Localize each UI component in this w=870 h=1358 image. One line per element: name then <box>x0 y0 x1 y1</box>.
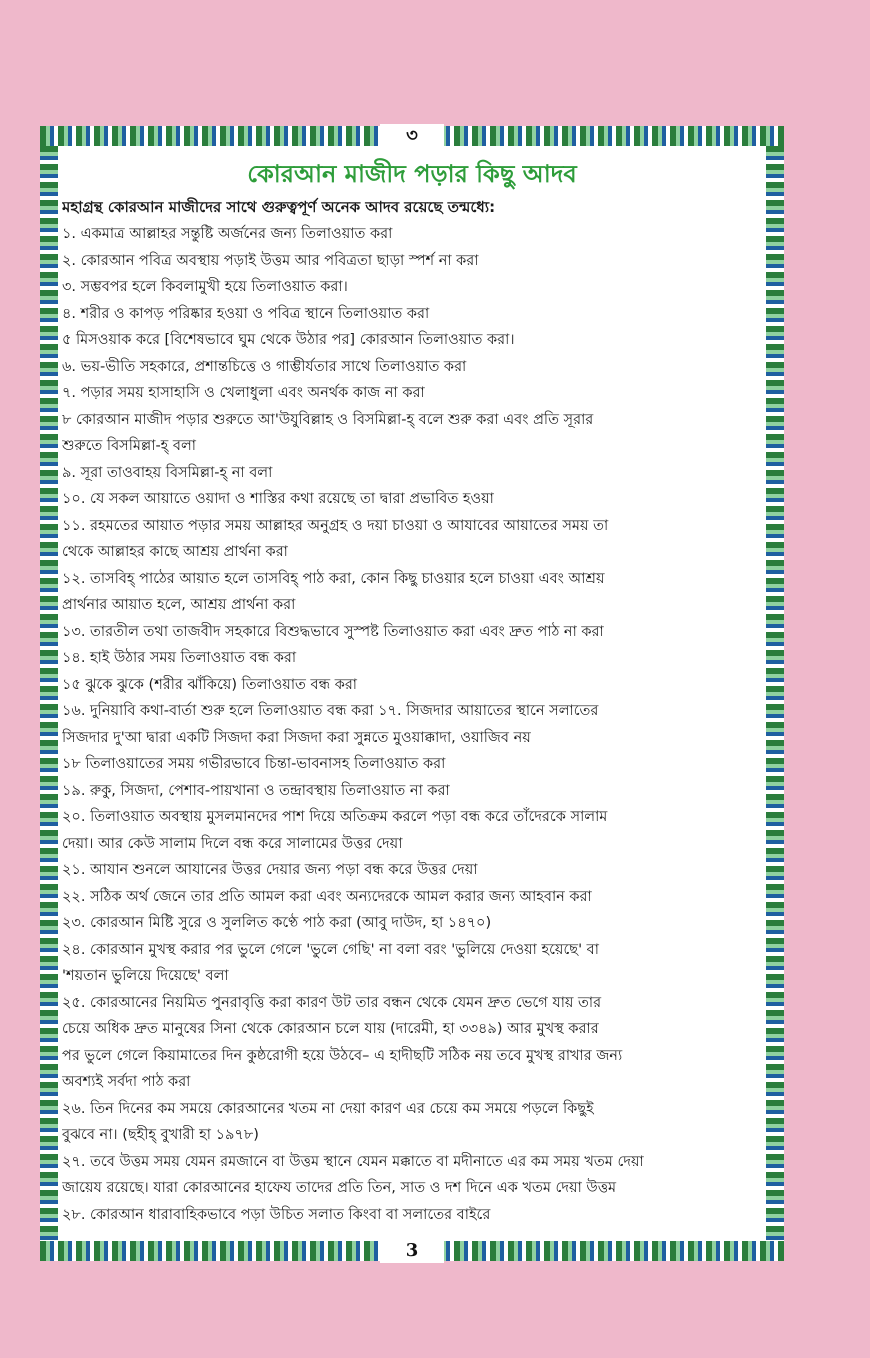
adab-line: ৪. শরীর ও কাপড় পরিষ্কার হওয়া ও পবিত্র স্থানে তিলাওয়াত করা <box>62 305 430 322</box>
adab-line: ১১. রহমতের আয়াত পড়ার সময় আল্লাহর অনুগ্রহ ও দয়া চাওয়া ও আযাবের আয়াতের সময় তা <box>62 517 609 534</box>
page-content <box>62 156 762 1228</box>
adab-line: সিজদার দু'আ দ্বারা একটি সিজদা করা সিজদা করা সুন্নতে মুওয়াক্কাদা, ওয়াজিব নয় <box>62 729 531 746</box>
adab-line: ৯. সূরা তাওবাহয় বিসমিল্লা-হ্ না বলা <box>62 464 273 481</box>
page-number-bengali: ৩ <box>380 124 444 148</box>
adab-line: ৩. সম্ভবপর হলে কিবলামুখী হয়ে তিলাওয়াত করা। <box>62 279 348 295</box>
adab-line: ২৪. কোরআন মুখস্থ করার পর ভুলে গেলে 'ভুলে গেছি' না বলা বরং 'ভুলিয়ে দেওয়া হয়েছে' বা <box>62 941 599 958</box>
adab-line: ১২. তাসবিহ্ পাঠের আয়াত হলে তাসবিহ্ পাঠ করা, কোন কিছু চাওয়ার হলে চাওয়া এবং আশ্রয় <box>62 570 605 587</box>
adab-line: 'শয়তান ভুলিয়ে দিয়েছে' বলা <box>62 968 229 984</box>
adab-line: চেয়ে অধিক দ্রুত মানুষের সিনা থেকে কোরআন চলে যায় (দারেমী, হা ৩৩৪৯) আর মুখস্থ করার <box>62 1021 599 1037</box>
page-title: কোরআন মাজীদ পড়ার কিছু আদব <box>247 160 577 188</box>
intro-text: মহাগ্রন্থ কোরআন মাজীদের সাথে গুরুত্বপূর্ণ অনেক আদব রয়েছে তন্মধ্যে: <box>62 198 496 216</box>
adab-line: ২২. সঠিক অর্থ জেনে তার প্রতি আমল করা এবং অন্যদেরকে আমল করার জন্য আহবান করা <box>62 888 592 905</box>
adab-line: ১৯. রুকু, সিজদা, পেশাব-পায়খানা ও তন্দ্রাবস্থায় তিলাওয়াত না করা <box>62 782 450 799</box>
adab-line: প্রার্থনার আয়াত হলে, আশ্রয় প্রার্থনা করা <box>62 597 296 613</box>
adab-line: ১৩. তারতীল তথা তাজবীদ সহকারে বিশুদ্ধভাবে সুস্পষ্ট তিলাওয়াত করা এবং দ্রুত পাঠ না করা <box>62 623 604 640</box>
adab-line: ২৩. কোরআন মিষ্টি সুরে ও সুললিত কণ্ঠে পাঠ করা (আবু দাউদ, হা ১৪৭০) <box>62 915 492 931</box>
adab-line: দেয়া। আর কেউ সালাম দিলে বন্ধ করে সালামের উত্তর দেয়া <box>62 835 403 852</box>
adab-line: ১. একমাত্র আল্লাহর সন্তুষ্টি অর্জনের জন্য তিলাওয়াত করা <box>62 226 393 242</box>
adab-line: ২৭. তবে উত্তম সময় যেমন রমজানে বা উত্তম স্থানে যেমন মক্কাতে বা মদীনাতে এর কম সময় খতম দেয়া <box>62 1153 644 1170</box>
adab-line: ৭. পড়ার সময় হাসাহাসি ও খেলাধুলা এবং অনর্থক কাজ না করা <box>62 385 425 401</box>
adab-line: ২৫. কোরআনের নিয়মিত পুনরাবৃত্তি করা কারণ উট তার বন্ধন থেকে যেমন দ্রুত ভেগে যায় তার <box>62 994 602 1011</box>
adab-line: ২৬. তিন দিনের কম সময়ে কোরআনের খতম না দেয়া কারণ এর চেয়ে কম সময়ে পড়লে কিছুই <box>62 1100 594 1117</box>
adab-line: বুঝবে না। (ছহীহ্ বুখারী হা ১৯৭৮) <box>62 1127 259 1143</box>
adab-list <box>62 221 762 1228</box>
adab-line: ১৪. হাই উঠার সময় তিলাওয়াত বন্ধ করা <box>62 650 297 666</box>
page-number-latin: 3 <box>380 1239 444 1263</box>
adab-line: শুরুতে বিসমিল্লা-হ্ বলা <box>62 438 196 454</box>
adab-line: ১৬. দুনিয়াবি কথা-বার্তা শুরু হলে তিলাওয়াত বন্ধ করা ১৭. সিজদার আয়াতের স্থানে সলাতের <box>62 703 599 719</box>
adab-line: ২১. আযান শুনলে আযানের উত্তর দেয়ার জন্য পড়া বন্ধ করে উত্তর দেয়া <box>62 862 478 878</box>
adab-line: ৬. ভয়-ভীতি সহকারে, প্রশান্তচিত্তে ও গাম্ভীর্যতার সাথে তিলাওয়াত করা <box>62 358 467 375</box>
adab-line: ২. কোরআন পবিত্র অবস্থায় পড়াই উত্তম আর পবিত্রতা ছাড়া স্পর্শ না করা <box>62 252 479 269</box>
adab-line: ১৮ তিলাওয়াতের সময় গভীরভাবে চিন্তা-ভাবনাসহ তিলাওয়াত করা <box>62 756 446 772</box>
adab-line: থেকে আল্লাহর কাছে আশ্রয় প্রার্থনা করা <box>62 544 288 560</box>
decorative-border-right <box>766 146 784 1241</box>
adab-line: পর ভুলে গেলে কিয়ামাতের দিন কুষ্ঠরোগী হয়ে উঠবে– এ হাদীছটি সঠিক নয় তবে মুখস্থ রাখার জন্য <box>62 1047 623 1064</box>
adab-line: ২৮. কোরআন ধারাবাহিকভাবে পড়া উচিত সলাত কিংবা বা সলাতের বাইরে <box>62 1206 491 1223</box>
adab-line: জায়েয রয়েছে। যারা কোরআনের হাফেয তাদের প্রতি তিন, সাত ও দশ দিনে এক খতম দেয়া উত্তম <box>62 1180 617 1196</box>
book-page <box>40 126 784 1261</box>
decorative-border-left <box>40 146 58 1241</box>
adab-line: ৮ কোরআন মাজীদ পড়ার শুরুতে আ'উযুবিল্লাহ ও বিসমিল্লা-হ্ বলে শুরু করা এবং প্রতি সূরার <box>62 411 594 428</box>
adab-line: ১০. যে সকল আয়াতে ওয়াদা ও শাস্তির কথা রয়েছে তা দ্বারা প্রভাবিত হওয়া <box>62 491 494 507</box>
adab-line: ২০. তিলাওয়াত অবস্থায় মুসলমানদের পাশ দিয়ে অতিক্রম করলে পড়া বন্ধ করে তাঁদেরকে সালাম <box>62 809 608 825</box>
adab-line: ৫ মিসওয়াক করে [বিশেষভাবে ঘুম থেকে উঠার পর] কোরআন তিলাওয়াত করা। <box>62 332 515 348</box>
adab-line: অবশ্যই সর্বদা পাঠ করা <box>62 1074 191 1090</box>
adab-line: ১৫ ঝুকে ঝুকে (শরীর ঝাঁকিয়ে) তিলাওয়াত বন্ধ করা <box>62 676 358 693</box>
